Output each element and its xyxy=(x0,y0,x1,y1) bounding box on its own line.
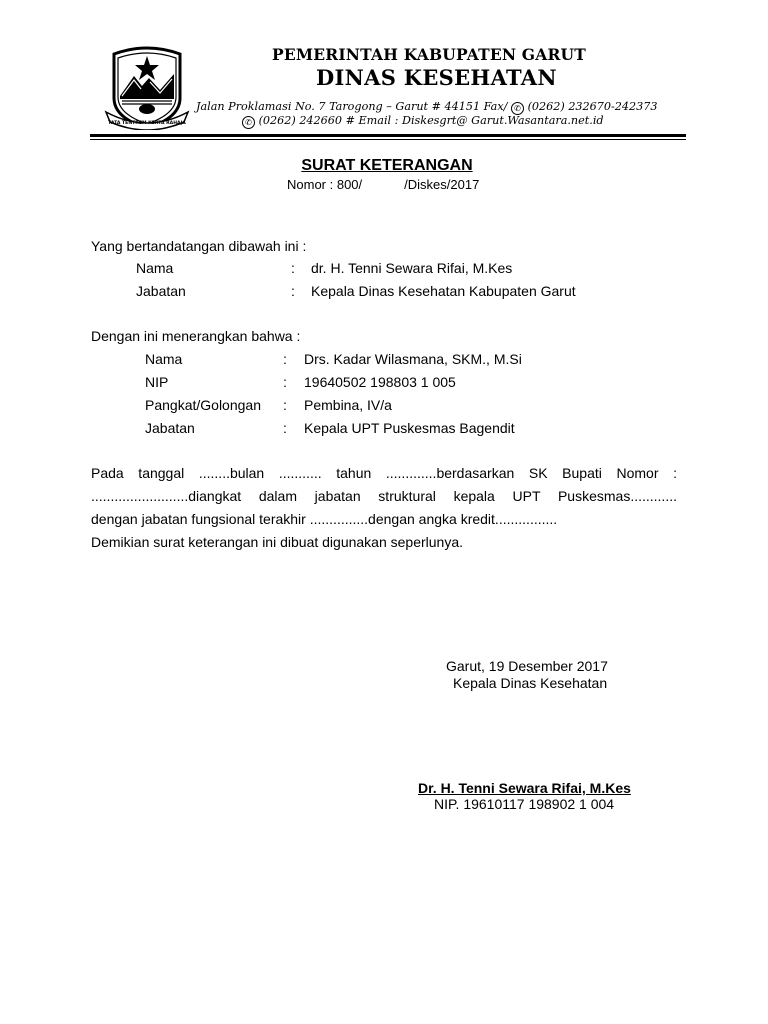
subject-intro: Dengan ini menerangkan bahwa : xyxy=(91,328,301,344)
signatory-name-label: Nama xyxy=(136,260,174,276)
fax-number: (0262) 232670-242373 xyxy=(527,100,658,113)
signer-nip: NIP. 19610117 198902 1 004 xyxy=(434,796,615,812)
subject-nip-label: NIP xyxy=(145,374,169,390)
body-line: Pada tanggal ........bulan ........... tahun .............berdasarkan SK Bupati Nomor : xyxy=(91,465,677,481)
agency-name: DINAS KESEHATAN xyxy=(316,65,557,90)
subject-rank-separator: : xyxy=(283,397,287,413)
body-paragraph xyxy=(91,462,677,554)
number-prefix: Nomor : 800/ xyxy=(287,177,363,192)
phone-icon: ✆ xyxy=(242,116,255,129)
closing-statement: Demikian surat keterangan ini dibuat digunakan seperlunya. xyxy=(91,534,464,550)
subject-nip-value: 19640502 198803 1 005 xyxy=(304,374,456,390)
letterhead-rule-thin xyxy=(90,139,686,140)
subject-name-separator: : xyxy=(283,351,287,367)
body-line: .........................diangkat dalam jabatan struktural kepala UPT Puskesmas............ xyxy=(91,488,677,504)
subject-position-label: Jabatan xyxy=(145,420,195,436)
logo-motto: TATA TENTREM KERTA RAHAJA xyxy=(108,121,186,126)
signatory-name-separator: : xyxy=(291,260,295,276)
subject-nip-separator: : xyxy=(283,374,287,390)
signatory-name-value: dr. H. Tenni Sewara Rifai, M.Kes xyxy=(311,260,513,276)
place-date: Garut, 19 Desember 2017 xyxy=(446,658,608,674)
signatory-position-label: Jabatan xyxy=(136,283,186,299)
number-suffix: /Diskes/2017 xyxy=(404,177,480,192)
subject-name-label: Nama xyxy=(145,351,183,367)
garut-regency-logo xyxy=(104,44,190,130)
subject-rank-label: Pangkat/Golongan xyxy=(145,397,261,413)
subject-position-value: Kepala UPT Puskesmas Bagendit xyxy=(304,420,515,436)
address-line-1 xyxy=(196,100,658,115)
address-line-2 xyxy=(242,114,604,129)
letterhead-rule-thick xyxy=(90,134,686,137)
signatory-position-value: Kepala Dinas Kesehatan Kabupaten Garut xyxy=(311,283,576,299)
subject-name-value: Drs. Kadar Wilasmana, SKM., M.Si xyxy=(304,351,522,367)
signer-title: Kepala Dinas Kesehatan xyxy=(453,675,608,691)
signatory-intro: Yang bertandatangan dibawah ini : xyxy=(91,238,307,254)
body-line: dengan jabatan fungsional terakhir ...............dengan angka kredit................ xyxy=(91,511,558,527)
subject-position-separator: : xyxy=(283,420,287,436)
phone-email: (0262) 242660 # Email : Diskesgrt@ Garut.Wasantara.net.id xyxy=(258,114,604,127)
signatory-position-separator: : xyxy=(291,283,295,299)
document-title: SURAT KETERANGAN xyxy=(301,157,473,174)
subject-rank-value: Pembina, IV/a xyxy=(304,397,392,413)
government-name: PEMERINTAH KABUPATEN GARUT xyxy=(272,45,586,64)
phone-icon: ✆ xyxy=(511,102,524,115)
document-number xyxy=(287,177,479,192)
signer-name: Dr. H. Tenni Sewara Rifai, M.Kes xyxy=(418,780,631,796)
address-street: Jalan Proklamasi No. 7 Tarogong – Garut # 44151 Fax/ xyxy=(196,100,508,113)
